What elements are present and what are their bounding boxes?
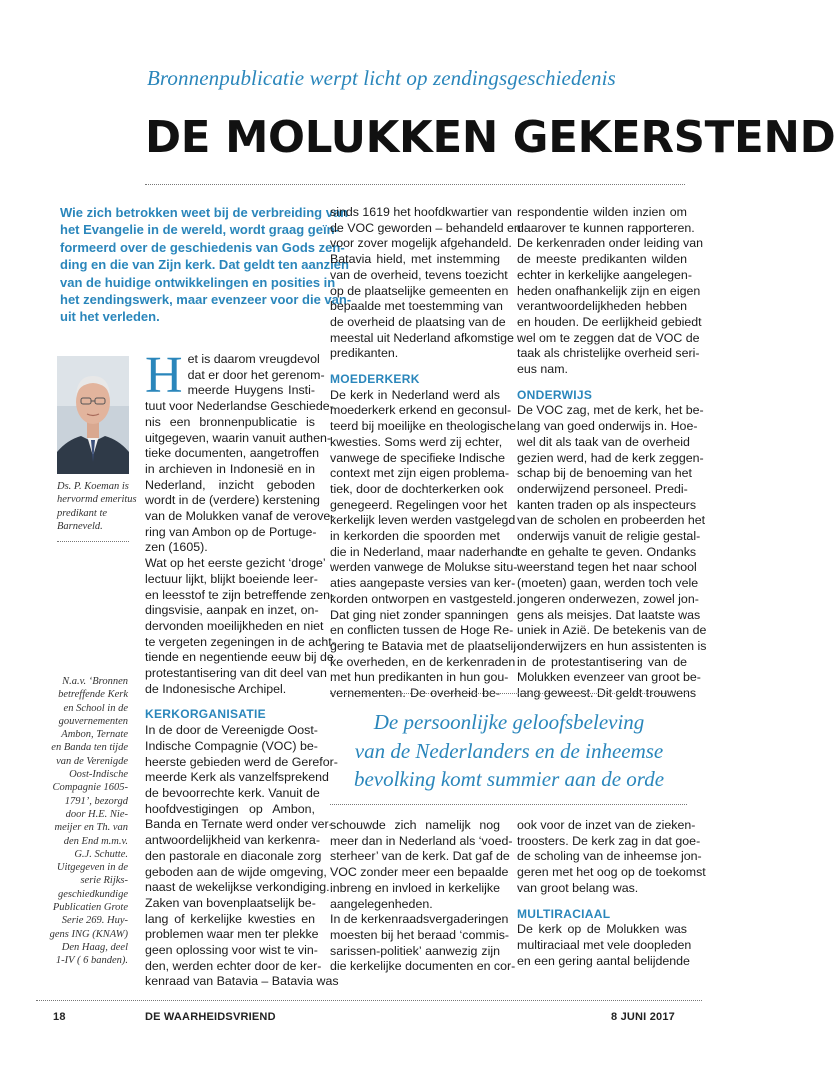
- text-line: gering te Batavia met de plaatselij-: [330, 638, 521, 653]
- text-line: korden ontworpen en vastgesteld.: [330, 591, 516, 606]
- text-line: in kerkorden die spoorden met: [330, 529, 500, 544]
- photo-caption: [57, 480, 137, 534]
- text-line: De VOC zag, met de kerk, het be-: [517, 403, 704, 418]
- text-line: van de huidige ontwikkelingen en posities in: [60, 274, 336, 290]
- text-line: zen (1605).: [145, 540, 208, 555]
- heading-kerkorganisatie: KERKORGANISATIE: [145, 707, 266, 722]
- text-line: eus nam.: [517, 362, 568, 377]
- text-line: kenraad van Batavia – Batavia was: [145, 974, 339, 989]
- text-line: respondentie wilden inzien om: [517, 205, 687, 219]
- column-3-paragraph-b: [517, 403, 707, 701]
- text-line: den, werden echter door de ker-: [145, 958, 322, 973]
- author-photo: [57, 356, 129, 474]
- text-line: hoofdvestigingen op Ambon,: [145, 801, 315, 816]
- text-line: jongeren onderwezen, zowel jon-: [517, 591, 699, 606]
- text-line: ke overheden, en de kerkenraden: [330, 654, 516, 669]
- text-line: te en gehalte te geven. Ondanks: [517, 544, 697, 559]
- text-line: De persoonlijke geloofsbeleving: [373, 710, 645, 734]
- text-line: Serie 269. Huy-: [61, 915, 128, 927]
- text-line: vernementen. De overheid be-: [330, 686, 500, 701]
- text-line: 1791’, bezorgd: [64, 795, 128, 807]
- text-line: multiraciaal met vele doopleden: [517, 937, 692, 952]
- text-line: problemen waar men ter plekke: [145, 927, 319, 942]
- text-line: weerstand tegen het naar school: [517, 560, 697, 575]
- pull-quote: [322, 708, 696, 794]
- text-line: onderwijzers en hun assistenten is: [517, 638, 707, 653]
- text-line: den pastorale en diaconale zorg: [145, 848, 322, 863]
- text-line: Molukken evenzeer van groot be-: [517, 670, 701, 685]
- text-line: van de Verenigde: [56, 755, 128, 767]
- text-line: Den Haag, deel: [61, 941, 128, 953]
- text-line: meerde Kerk als vanzelfsprekend: [145, 770, 329, 785]
- text-line: gouvernementen: [58, 715, 128, 727]
- title-divider: [145, 184, 685, 185]
- text-line: meestal uit Nederland afkomstige: [330, 330, 514, 345]
- text-line: verantwoordelijkheden hebben: [517, 299, 687, 314]
- text-line: daarover te kunnen rapporteren.: [517, 220, 695, 235]
- text-line: uit het verleden.: [60, 309, 160, 325]
- text-line: lang geweest. Dit geldt trouwens: [517, 686, 697, 701]
- text-line: die in Nederland, maar naderhand: [330, 544, 519, 559]
- text-line: te vergeten zegeningen in de acht-: [145, 634, 336, 649]
- text-line: kerkelijk leven werden vastgelegd: [330, 513, 516, 528]
- text-line: van de scholen en probeerden het: [517, 513, 706, 528]
- text-line: gezien werd, had de kerk zeggen-: [517, 450, 704, 465]
- text-line: in de protestantisering van de: [517, 654, 687, 669]
- text-line: teerd bij moeilijke en theologische: [330, 419, 516, 434]
- text-line: onderwijzend personeel. Predi-: [517, 481, 688, 496]
- text-line: de Indonesische Archipel.: [145, 681, 287, 696]
- text-line: protestantisering van dit deel van: [145, 666, 327, 681]
- issue-date: 8 JUNI 2017: [611, 1011, 675, 1023]
- pullquote-top-rule: [330, 693, 687, 694]
- text-line: schouwde zich namelijk nog: [330, 818, 500, 832]
- text-line: heden onafhankelijk zijn en eigen: [517, 283, 701, 298]
- text-line: de scholing van de inheemse jon-: [517, 849, 702, 864]
- text-line: aangelegenheden.: [330, 896, 433, 911]
- text-line: genegeerd. Regelingen voor het: [330, 497, 508, 512]
- text-line: context met zijn eigen problema-: [330, 466, 510, 481]
- text-line: lectuur lijkt, blijkt boeiende leer-: [145, 571, 318, 586]
- text-line: sarissen-politiek’ aanwezig zijn: [330, 943, 500, 958]
- heading-moederkerk: MOEDERKERK: [330, 372, 420, 387]
- text-line: sterheer’ van de kerk. Dat gaf de: [330, 849, 510, 864]
- text-line: kwesties. Soms werd zij echter,: [330, 434, 503, 449]
- text-line: Compagnie 1605-: [52, 782, 128, 794]
- source-note: [36, 675, 128, 968]
- publication-name: DE WAARHEIDSVRIEND: [145, 1011, 276, 1023]
- article-title: DE MOLUKKEN GEKERSTEND: [145, 113, 835, 163]
- pullquote-bottom-rule: [330, 804, 687, 805]
- text-line: van de Molukken vanaf de verove-: [145, 509, 335, 524]
- text-line: dat er door het gerenom-: [187, 367, 325, 382]
- text-line: en conflicten tussen de Hoge Re-: [330, 623, 514, 638]
- text-line: schap bij de benoeming van het: [517, 466, 692, 481]
- text-line: en Banda ten tijde: [51, 742, 128, 754]
- text-line: Nederland, inzicht geboden: [145, 477, 315, 492]
- text-line: serie Rijks-: [80, 875, 128, 887]
- text-line: hervormd emeritus: [57, 494, 137, 506]
- text-line: echter in kerkelijke aangelegen-: [517, 267, 692, 282]
- body-column-1: [145, 347, 339, 990]
- text-line: gens als meisjes. Dat laatste was: [517, 607, 701, 622]
- text-line: 1-IV ( 6 banden).: [55, 955, 128, 967]
- text-line: die kerkelijke documenten en cor-: [330, 959, 516, 974]
- text-line: predikanten.: [330, 346, 399, 361]
- text-line: inbreng en invloed in kerkelijke: [330, 880, 500, 895]
- text-line: meer dan in Nederland als ‘voed-: [330, 833, 513, 848]
- text-line: dervonden moeilijkheden en niet: [145, 618, 324, 633]
- column-2-paragraph-c: [330, 818, 516, 975]
- text-line: nis een bronnenpublicatie is: [145, 414, 315, 429]
- column-3-paragraph-a: [517, 205, 703, 378]
- text-line: werden vanwege de Molukse situ-: [330, 560, 518, 575]
- text-line: het zendingswerk, maar evenzeer voor die van-: [60, 292, 352, 308]
- text-line: et is daarom vreugdevol: [187, 352, 320, 366]
- text-line: dingsvisie, aanpak en inzet, on-: [145, 603, 319, 618]
- body-column-3: [517, 205, 707, 702]
- text-line: den End m.m.v.: [63, 835, 128, 847]
- text-line: ring van Ambon op de Portuge-: [145, 524, 317, 539]
- text-line: wel dit als taak van de overheid: [517, 434, 690, 449]
- text-line: van de Nederlanders en de inheemse: [354, 738, 664, 763]
- text-line: de VOC geworden – behandeld en: [330, 220, 521, 235]
- heading-onderwijs: ONDERWIJS: [517, 387, 593, 402]
- text-line: onderwijs vanuit de religie gestal-: [517, 529, 701, 544]
- column-2-paragraph-b: [330, 387, 521, 702]
- text-line: N.a.v. ‘Bronnen: [62, 676, 128, 687]
- text-line: sinds 1619 het hoofdkwartier van: [330, 205, 512, 219]
- text-line: formeerd over de geschiedenis van Gods zen-: [60, 239, 345, 255]
- article-kicker: Bronnenpublicatie werpt licht op zendingsgeschiedenis: [147, 66, 616, 90]
- text-line: en een gering aantal belijdende: [517, 953, 690, 968]
- body-column-3-lower: [517, 818, 706, 969]
- text-line: tieke documenten, aangetroffen: [145, 446, 320, 461]
- text-line: (moeten) gaan, werden toch vele: [517, 576, 699, 591]
- text-line: de meeste predikanten wilden: [517, 252, 687, 267]
- text-line: de bevoorrechte kerk. Vanuit de: [145, 785, 320, 800]
- text-line: De kerkenraden onder leiding van: [517, 236, 703, 251]
- heading-multiraciaal: MULTIRACIAAL: [517, 906, 611, 921]
- text-line: wel om te zeggen dat de VOC de: [517, 330, 700, 345]
- text-line: heerste gebieden werd de Gerefor-: [145, 754, 338, 769]
- text-line: tiende en negentiende eeuw bij de: [145, 650, 334, 665]
- caption-divider: [57, 541, 129, 542]
- text-line: het Evangelie in de wereld, wordt graag geïn-: [60, 222, 339, 238]
- column-1-paragraph-a: [145, 399, 336, 697]
- intro-lead: [60, 204, 352, 326]
- text-line: de overheid de plaatsing van de: [330, 314, 506, 329]
- text-line: in archieven in Indonesië en in: [145, 461, 315, 476]
- text-line: Ambon, Ternate: [61, 729, 128, 741]
- dropcap-block: [145, 347, 325, 404]
- body-column-2-lower: [330, 818, 516, 975]
- text-line: meerde Huygens Insti-: [187, 383, 315, 398]
- text-line: ook voor de inzet van de zieken-: [517, 818, 696, 832]
- text-line: ding en die van Zijn kerk. Dat geldt ten aanzien: [60, 257, 349, 273]
- text-line: van de overheid, tevens toezicht: [330, 267, 508, 282]
- text-line: tiek, door de dochterkerken ook: [330, 481, 504, 496]
- text-line: bevolking komt summier aan de orde: [353, 767, 665, 791]
- text-line: Wat op het eerste gezicht ‘droge’: [145, 556, 326, 571]
- text-line: predikant te: [57, 507, 108, 519]
- text-line: moesten bij het beraad ‘commis-: [330, 927, 510, 942]
- text-line: De kerk in Nederland werd als: [330, 387, 500, 402]
- text-line: met hun predikanten in hun gou-: [330, 670, 509, 685]
- column-2-paragraph-a: [330, 205, 521, 362]
- text-line: Barneveld.: [57, 521, 103, 533]
- text-line: moederkerk erkend en geconsul-: [330, 403, 512, 418]
- column-3-paragraph-c: [517, 818, 706, 897]
- text-line: lang van goed onderwijs in. Hoe-: [517, 419, 698, 434]
- text-line: VOC zonder meer een bepaalde: [330, 865, 509, 880]
- text-line: geboden aan de wijde omgeving,: [145, 864, 327, 879]
- text-line: troosters. De kerk zag in dat goe-: [517, 833, 701, 848]
- text-line: Batavia hield, met instemming: [330, 252, 500, 267]
- text-line: door H.E. Nie-: [65, 808, 128, 820]
- text-line: vanwege de specifieke Indische: [330, 450, 505, 465]
- text-line: geren met het oog op de toekomst: [517, 865, 706, 880]
- text-line: antwoordelijkheid van kerkenra-: [145, 833, 320, 848]
- text-line: In de kerkenraadsvergaderingen: [330, 912, 509, 927]
- text-line: wordt in de (verdere) kerstening: [145, 493, 320, 508]
- footer-rule: [36, 1000, 702, 1001]
- text-line: uitgegeven, waarin vanuit authen-: [145, 430, 331, 445]
- text-line: tuut voor Nederlandse Geschiede-: [145, 399, 334, 414]
- author-portrait: [57, 356, 129, 474]
- text-line: naast de wekelijkse verkondiging.: [145, 880, 330, 895]
- text-line: Publicatien Grote: [52, 902, 128, 914]
- text-line: Zaken van bovenplaatselijk be-: [145, 895, 316, 910]
- text-line: G.J. Schutte.: [74, 848, 128, 860]
- page-number: 18: [53, 1011, 66, 1023]
- text-line: In de door de Vereenigde Oost-: [145, 723, 318, 738]
- text-line: en houden. De eerlijkheid gebiedt: [517, 314, 702, 329]
- text-line: voor zover mogelijk afgehandeld.: [330, 236, 512, 251]
- text-line: en School in de: [63, 702, 128, 714]
- text-line: aties aangepaste versies van ker-: [330, 576, 516, 591]
- text-line: taak als christelijke overheid seri-: [517, 346, 700, 361]
- text-line: De kerk op de Molukken was: [517, 922, 687, 937]
- text-line: Indische Compagnie (VOC) be-: [145, 738, 318, 753]
- text-line: Wie zich betrokken weet bij de verbreiding van: [60, 205, 349, 220]
- text-line: kanten traden op als inspecteurs: [517, 497, 697, 512]
- text-line: betreffende Kerk: [58, 689, 128, 701]
- text-line: en leesstof te zijn betreffende zen-: [145, 587, 335, 602]
- text-line: bepaalde met toestemming van: [330, 299, 503, 314]
- text-line: Uitgegeven in de: [56, 862, 128, 874]
- text-line: lang of kerkelijke kwesties en: [145, 911, 315, 926]
- text-line: meijer en Th. van: [54, 822, 128, 834]
- column-3-paragraph-d: [517, 922, 692, 969]
- text-line: op de plaatselijke gemeenten en: [330, 283, 509, 298]
- text-line: geschiedkundige: [58, 888, 128, 900]
- text-line: gens ING (KNAW): [49, 928, 128, 940]
- text-line: geen oplossing voor wist te vin-: [145, 943, 318, 958]
- text-line: uniek in Azië. De betekenis van de: [517, 623, 707, 638]
- column-1-paragraph-b: [145, 723, 339, 990]
- text-line: Oost-Indische: [69, 769, 128, 781]
- text-line: van groot belang was.: [517, 880, 639, 895]
- text-line: Banda en Ternate werd onder ver-: [145, 817, 333, 832]
- body-column-2: [330, 205, 521, 702]
- dropcap-letter: H: [145, 347, 183, 404]
- text-line: Dat ging niet zonder spanningen: [330, 607, 509, 622]
- text-line: Ds. P. Koeman is: [57, 481, 129, 492]
